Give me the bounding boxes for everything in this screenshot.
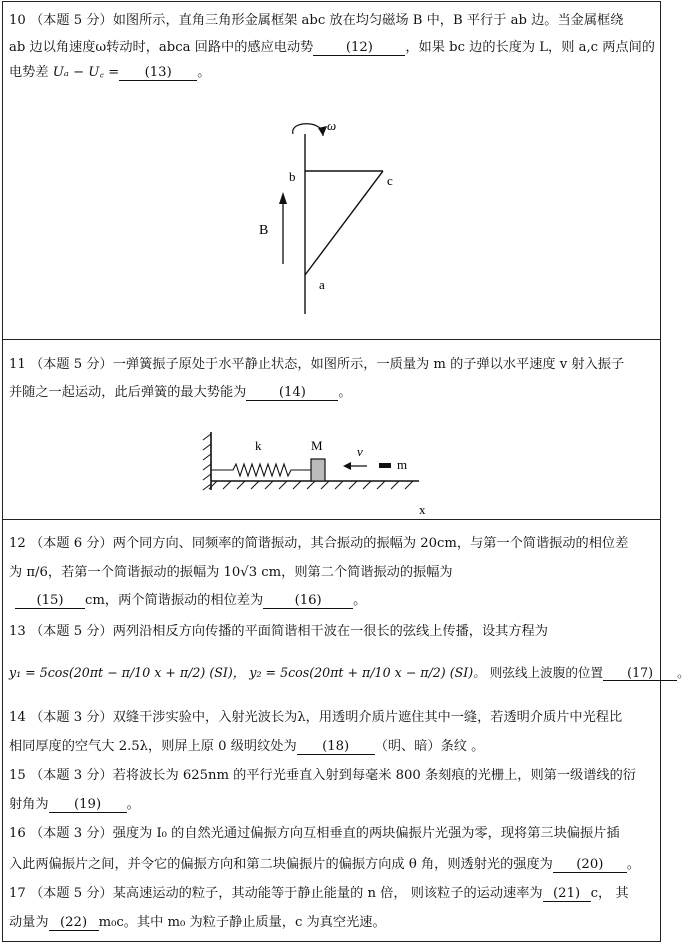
wave-equation-2: y₂ = 5cos(20πt + π/10 x − π/2) (SI)。 [249, 665, 486, 680]
q17-line-2: 动量为 (22) m₀c。其中 m₀ 为粒子静止质量，c 为真空光速。 [9, 915, 386, 930]
q12-line-2: 为 π/6，若第一个简谐振动的振幅为 10√3 cm，则第二个简谐振动的振幅为 [9, 565, 453, 580]
q16-line-1: 16 （本题 3 分）强度为 I₀ 的自然光通过偏振方向互相垂直的两块偏振片光强为零，现将第三块偏振片插 [9, 826, 620, 841]
omega-label: ω [327, 118, 337, 133]
block-M [311, 459, 325, 481]
q10-line-1 [9, 13, 623, 29]
q14-number: 14 [9, 710, 26, 725]
exam-page [2, 1, 690, 942]
spring-oscillator-figure [199, 426, 439, 518]
blank-22[interactable]: (22) [49, 915, 99, 931]
q10-line-2: ab 边以角速度ω转动时，abca 回路中的感应电动势 (12) ，如果 bc 边的长度为 L，则 a,c 两点间的 [9, 40, 655, 55]
blank-16[interactable]: (16) [263, 593, 353, 609]
block-M-label: M [311, 438, 323, 453]
q14-line-2: 相同厚度的空气大 2.5λ，则屏上原 0 级明纹处为 (18) （明、暗）条纹 。 [9, 739, 485, 754]
rotation-arrow-icon [293, 124, 323, 136]
floor-hatch [209, 481, 413, 489]
velocity-v-label: v [357, 444, 363, 459]
q12-line-3: (15) cm，两个简谐振动的相位差为 (16) 。 [15, 593, 366, 609]
blank-13[interactable]: (13) [119, 65, 197, 81]
blank-19[interactable]: (19) [49, 797, 127, 813]
divider [3, 339, 660, 340]
q15-line-2: 射角为 (19) 。 [9, 797, 140, 812]
triangle-frame-figure [243, 114, 433, 326]
q11-number: 11 [9, 357, 26, 372]
blank-14[interactable]: (14) [246, 385, 338, 401]
spring-k-label: k [255, 438, 262, 453]
vertex-a-label: a [319, 277, 325, 292]
spring [211, 464, 311, 476]
vertex-b-label: b [289, 169, 296, 184]
wave-equation-1: y₁ = 5cos(20πt − π/10 x + π/2) (SI)， [9, 665, 246, 680]
q16-number: 16 [9, 826, 26, 841]
blank-12[interactable]: (12) [313, 40, 405, 56]
vertex-c-label: c [387, 173, 393, 188]
q15-line-1: 15 （本题 3 分）若将波长为 625nm 的平行光垂直入射到每毫米 800 条刻痕的光栅上，则第一级谱线的衍 [9, 768, 636, 783]
field-B-label: B [259, 223, 269, 238]
q17-number: 17 [9, 886, 26, 901]
q13-line-1: 13 （本题 5 分）两列沿相反方向传播的平面简谐相干波在一很长的弦线上传播，设其方程为 [9, 624, 548, 639]
wall-hatch [203, 434, 211, 490]
q13-number: 13 [9, 624, 26, 639]
blank-21[interactable]: (21) [543, 886, 591, 902]
q12-number: 12 [9, 536, 26, 551]
q13-line-2: y₁ = 5cos(20πt − π/10 x + π/2) (SI)， y₂ = 5cos(20πt + π/10 x − π/2) (SI)。 则弦线上波腹的位置 (17) 。 [9, 665, 690, 680]
edge-ca [305, 171, 383, 275]
q10-text: （本题 5 分）如图所示，直角三角形金属框架 abc 放在均匀磁场 B 中，B 平行于 ab 边。当金属框绕 [29, 13, 624, 28]
q10-line-3: 电势差 Uₐ − U꜀ = (13) 。 [9, 65, 211, 80]
q12-line-1: 12 （本题 6 分）两个同方向、同频率的简谐振动，其合振动的振幅为 20cm，与第一个简谐振动的相位差 [9, 536, 629, 551]
q10-number: 10 [9, 13, 26, 28]
q11-line-1: 11 （本题 5 分）一弹簧振子原处于水平静止状态，如图所示，一质量为 m 的子弹以水平速度 v 射入振子 [9, 357, 625, 372]
q11-line-2: 并随之一起运动，此后弹簧的最大势能为 (14) 。 [9, 385, 352, 400]
axis-x-label: x [419, 502, 426, 517]
bullet-m-label: m [397, 457, 408, 472]
blank-15[interactable]: (15) [15, 593, 85, 609]
divider [3, 519, 660, 520]
q15-number: 15 [9, 768, 26, 783]
blank-20[interactable]: (20) [553, 857, 627, 873]
q14-line-1: 14 （本题 3 分）双缝干涉实验中，入射光波长为λ，用透明介质片遮住其中一缝，若透明介质片中光程比 [9, 710, 623, 725]
blank-17[interactable]: (17) [603, 665, 677, 681]
potential-difference-formula: Uₐ − U꜀ = [52, 65, 120, 80]
bullet [379, 463, 391, 468]
q16-line-2: 入此两偏振片之间，并令它的偏振方向和第二块偏振片的偏振方向成 θ 角，则透射光的强度为 (20) 。 [9, 857, 641, 872]
q17-line-1: 17 （本题 5 分）某高速运动的粒子，其动能等于静止能量的 n 倍， 则该粒子的运动速率为 (21) c， 其 [9, 886, 629, 901]
blank-18[interactable]: (18) [297, 739, 375, 755]
